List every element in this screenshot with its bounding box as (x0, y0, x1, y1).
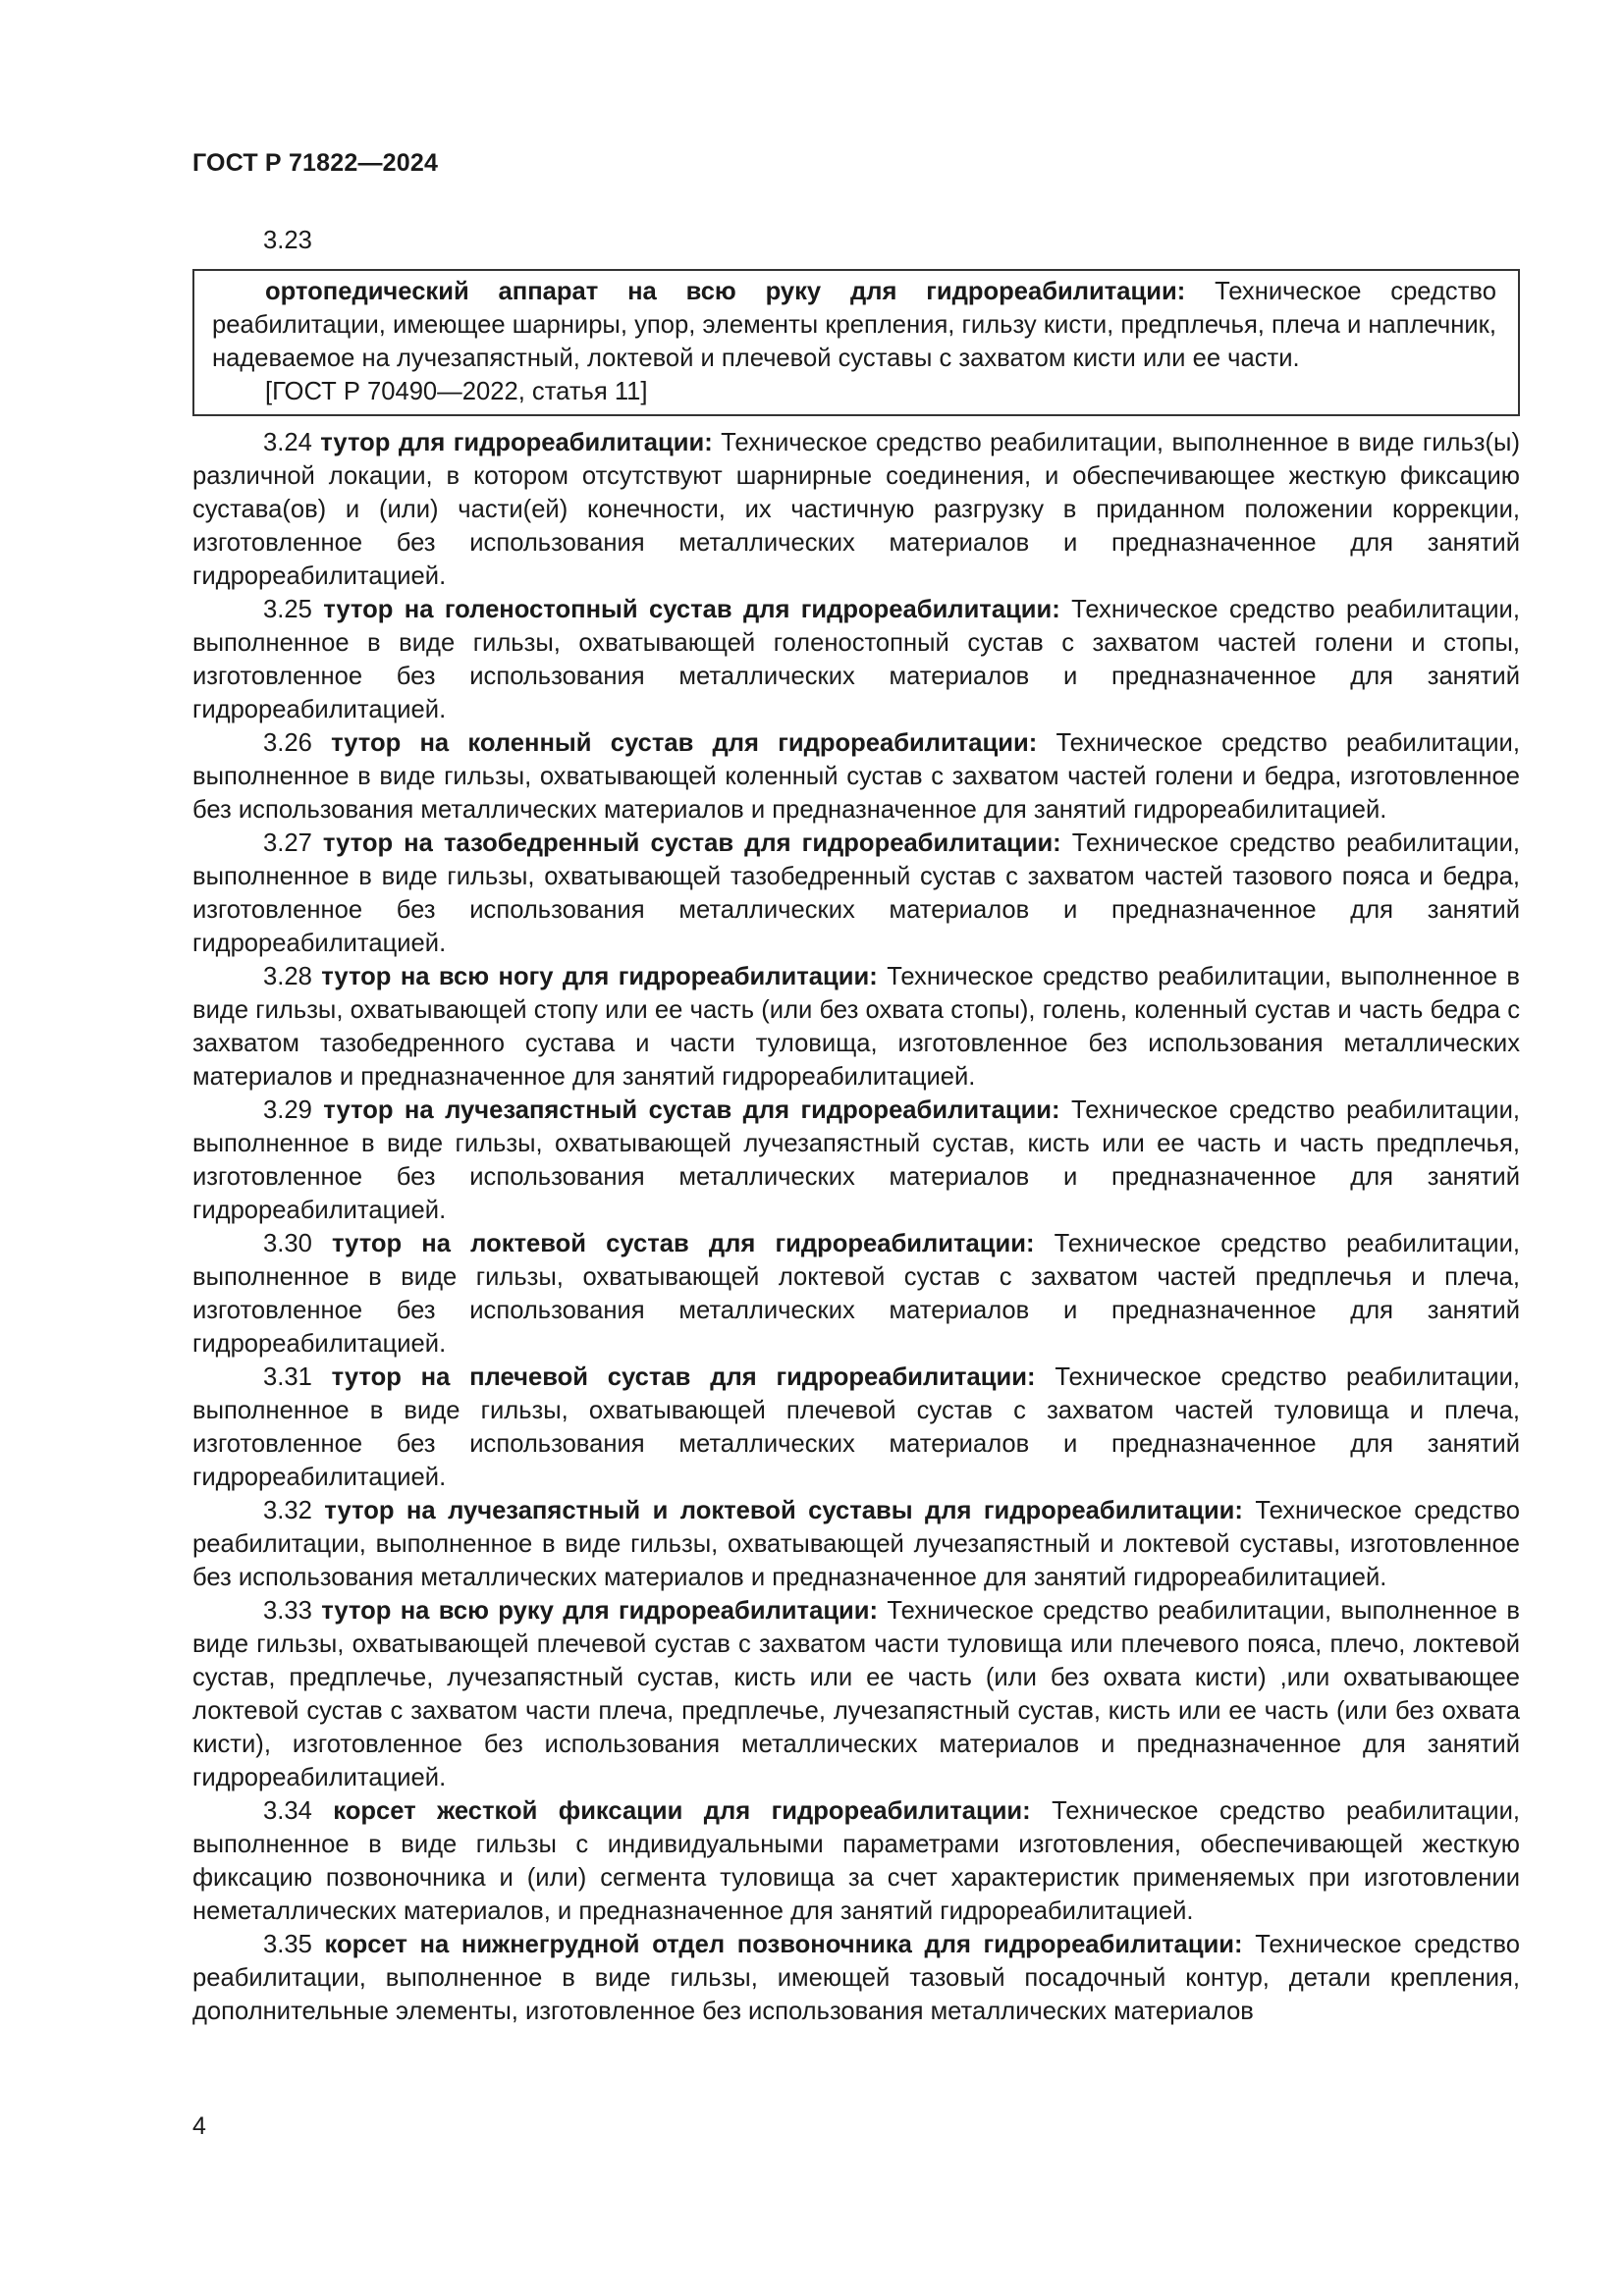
definition-text: Техническое средство реабилитации, имеющее шарниры, упор, элементы крепления, гильзу кисти, предплечья, плеча и наплечник, надеваемое на лучезапястный, локтевой и плечевой суставы с захватом кисти или ее части. (212, 278, 1496, 372)
definition-term: корсет жесткой фиксации для гидрореабилитации: (333, 1797, 1031, 1825)
definition-term: тутор на всю ногу для гидрореабилитации: (321, 963, 878, 990)
document-header: ГОСТ Р 71822—2024 (192, 149, 439, 177)
document-body (192, 224, 1520, 2028)
definition-term: тутор на всю руку для гидрореабилитации: (321, 1597, 879, 1625)
definition-text: Техническое средство реабилитации, выполненное в виде гильзы, охватывающей стопу или ее часть (или без охвата стопы), голень, коленный сустав и часть бедра с захватом тазобедренного сустава и части туловища, изготовленное без использования металлических материалов и предназначенное для занятий гидрореабилитацией. (192, 963, 1520, 1091)
definition-term: ортопедический аппарат на всю руку для гидрореабилитации: (265, 278, 1186, 305)
definition-number: 3.30 (263, 1230, 312, 1257)
definition-paragraph (192, 1928, 1520, 2028)
definition-number: 3.31 (263, 1363, 312, 1391)
definition-term: тутор для гидрореабилитации: (320, 429, 713, 456)
definition-number: 3.32 (263, 1497, 312, 1524)
definition-text: Техническое средство реабилитации, выполненное в виде гильзы, имеющей тазовый посадочный контур, детали крепления, дополнительные элементы, изготовленное без использования металлических материалов (192, 1931, 1520, 2025)
definition-number: 3.26 (263, 729, 312, 757)
definition-paragraph (192, 1594, 1520, 1794)
definition-text: Техническое средство реабилитации, выполненное в виде гильзы, охватывающей плечевой сустав с захватом частей туловища и плеча, изготовленное без использования металлических материалов и предназначенное для занятий гидрореабилитацией. (192, 1363, 1520, 1491)
definition-number: 3.27 (263, 829, 312, 857)
definition-term: тутор на плечевой сустав для гидрореабилитации: (331, 1363, 1036, 1391)
definition-number: 3.29 (263, 1096, 312, 1124)
definition-text: Техническое средство реабилитации, выполненное в виде гильзы, охватывающей локтевой сустав с захватом частей предплечья и плеча, изготовленное без использования металлических материалов и предназначенное для занятий гидрореабилитацией. (192, 1230, 1520, 1358)
definition-term: корсет на нижнегрудной отдел позвоночника для гидрореабилитации: (324, 1931, 1243, 1958)
definition-term: тутор на лучезапястный сустав для гидрореабилитации: (323, 1096, 1060, 1124)
definition-number: 3.34 (263, 1797, 312, 1825)
definition-term: тутор на тазобедренный сустав для гидрореабилитации: (322, 829, 1061, 857)
definition-text: Техническое средство реабилитации, выполненное в виде гильзы, охватывающей коленный сустав с захватом частей голени и бедра, изготовленное без использования металлических материалов и предназначенное для занятий гидрореабилитацией. (192, 729, 1520, 824)
definition-paragraph (192, 1494, 1520, 1594)
definition-paragraph (192, 726, 1520, 827)
definition-text: Техническое средство реабилитации, выполненное в виде гильзы с индивидуальными параметрами изготовления, обеспечивающей жесткую фиксацию позвоночника и (или) сегмента туловища за счет характеристик применяемых при изготовлении неметаллических материалов, и предназначенное для занятий гидрореабилитацией. (192, 1797, 1520, 1925)
page-number: 4 (192, 2112, 206, 2140)
definition-text: Техническое средство реабилитации, выполненное в виде гильзы, охватывающей плечевой сустав с захватом части туловища или плечевого пояса, плечо, локтевой сустав, предплечье, лучезапястный сустав, кисть или ее часть (или без охвата кисти) ,или охватывающее локтевой сустав с захватом части плеча, предплечье, лучезапястный сустав, кисть или ее часть (или без охвата кисти), изготовленное без использования металлических материалов и предназначенное для занятий гидрореабилитацией. (192, 1597, 1520, 1791)
definitions-list (192, 426, 1520, 2028)
definition-number: 3.24 (263, 429, 312, 456)
definition-paragraph (192, 1094, 1520, 1227)
definition-number: 3.25 (263, 596, 312, 623)
definition-text: Техническое средство реабилитации, выполненное в виде гильз(ы) различной локации, в котором отсутствуют шарнирные соединения, и обеспечивающее жесткую фиксацию сустава(ов) и (или) части(ей) конечности, их частичную разгрузку в приданном положении коррекции, изготовленное без использования металлических материалов и предназначенное для занятий гидрореабилитацией. (192, 429, 1520, 590)
definition-paragraph (192, 1794, 1520, 1928)
boxed-definition-number: 3.23 (263, 227, 312, 254)
definition-text: Техническое средство реабилитации, выполненное в виде гильзы, охватывающей голеностопный сустав с захватом частей голени и стопы, изготовленное без использования металлических материалов и предназначенное для занятий гидрореабилитацией. (192, 596, 1520, 723)
definition-term: тутор на лучезапястный и локтевой суставы для гидрореабилитации: (324, 1497, 1243, 1524)
definition-text: Техническое средство реабилитации, выполненное в виде гильзы, охватывающей лучезапястный и локтевой суставы, изготовленное без использования металлических материалов и предназначенное для занятий гидрореабилитацией. (192, 1497, 1520, 1591)
definition-paragraph (192, 426, 1520, 593)
definition-source: [ГОСТ Р 70490—2022, статья 11] (265, 378, 648, 405)
definition-term: тутор на локтевой сустав для гидрореабилитации: (331, 1230, 1035, 1257)
boxed-definition (192, 269, 1520, 416)
definition-paragraph (192, 960, 1520, 1094)
definition-text: Техническое средство реабилитации, выполненное в виде гильзы, охватывающей лучезапястный сустав, кисть или ее часть и часть предплечья, изготовленное без использования металлических материалов и предназначенное для занятий гидрореабилитацией. (192, 1096, 1520, 1224)
definition-number: 3.33 (263, 1597, 312, 1625)
definition-term: тутор на голеностопный сустав для гидрореабилитации: (323, 596, 1060, 623)
definition-paragraph (192, 1361, 1520, 1494)
definition-paragraph (192, 827, 1520, 960)
definition-paragraph (192, 1227, 1520, 1361)
definition-text: Техническое средство реабилитации, выполненное в виде гильзы, охватывающей тазобедренный сустав с захватом частей тазового пояса и бедра, изготовленное без использования металлических материалов и предназначенное для занятий гидрореабилитацией. (192, 829, 1520, 957)
definition-term: тутор на коленный сустав для гидрореабилитации: (331, 729, 1038, 757)
boxed-definition-paragraph (212, 275, 1496, 375)
definition-number: 3.28 (263, 963, 312, 990)
definition-number: 3.35 (263, 1931, 312, 1958)
definition-paragraph (192, 593, 1520, 726)
